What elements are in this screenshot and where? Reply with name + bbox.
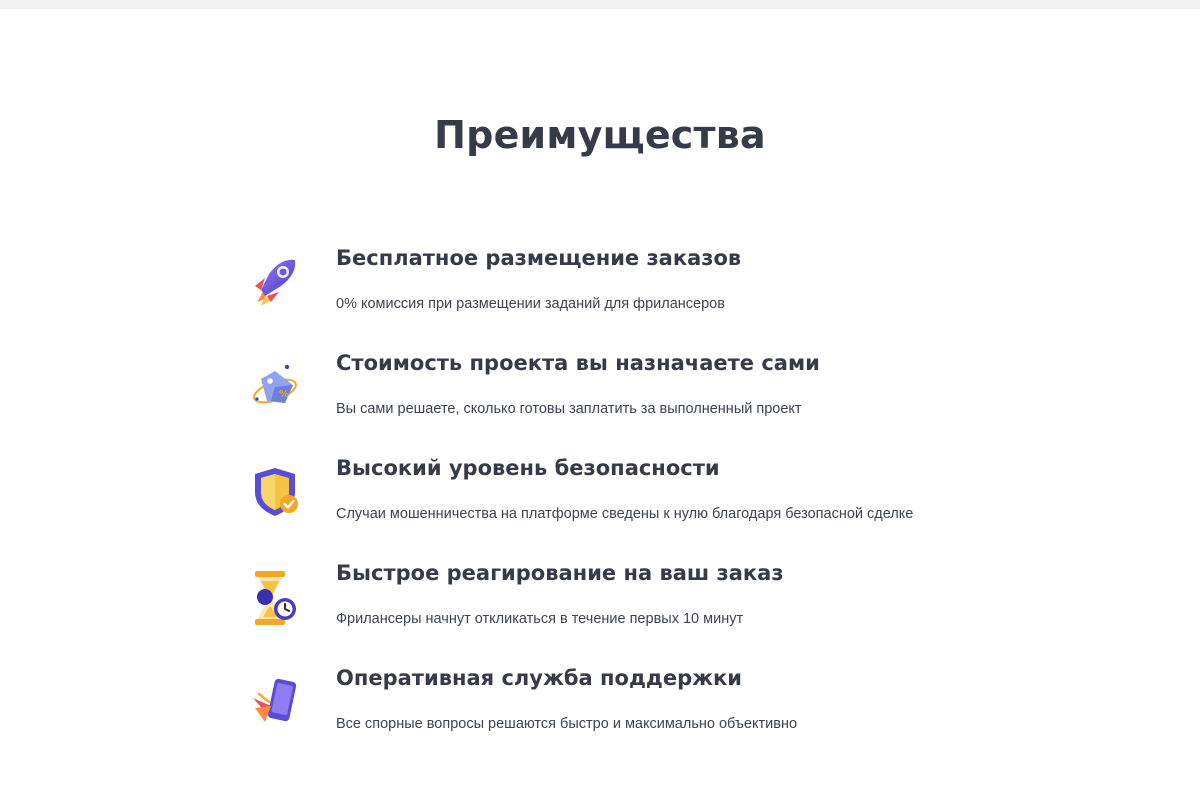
feature-item — [245, 555, 1005, 660]
shield-check-icon — [245, 462, 305, 522]
feature-title: Быстрое реагирование на ваш заказ — [336, 561, 784, 585]
feature-description: Все спорные вопросы решаются быстро и максимально объективно — [336, 716, 798, 732]
feature-description: Фрилансеры начнут откликаться в течение первых 10 минут — [336, 611, 744, 627]
phone-support-icon — [245, 672, 305, 732]
feature-title: Стоимость проекта вы назначаете сами — [336, 351, 820, 375]
hourglass-timer-icon — [245, 567, 305, 627]
svg-text:%: % — [279, 389, 290, 400]
feature-title: Оперативная служба поддержки — [336, 666, 743, 690]
feature-item — [245, 660, 1005, 765]
feature-description: Вы сами решаете, сколько готовы заплатить за выполненный проект — [336, 401, 802, 417]
top-strip — [0, 0, 1200, 9]
section-title: Преимущества — [434, 113, 766, 157]
rocket-icon — [245, 252, 305, 312]
feature-title: Высокий уровень безопасности — [336, 456, 720, 480]
features-list — [245, 240, 1005, 765]
feature-description: 0% комиссия при размещении заданий для фрилансеров — [336, 296, 725, 312]
feature-item — [245, 450, 1005, 555]
feature-title: Бесплатное размещение заказов — [336, 246, 742, 270]
price-tag-icon — [245, 357, 305, 417]
feature-description: Случаи мошенничества на платформе сведены к нулю благодаря безопасной сделке — [336, 506, 914, 522]
feature-item — [245, 345, 1005, 450]
feature-item — [245, 240, 1005, 345]
